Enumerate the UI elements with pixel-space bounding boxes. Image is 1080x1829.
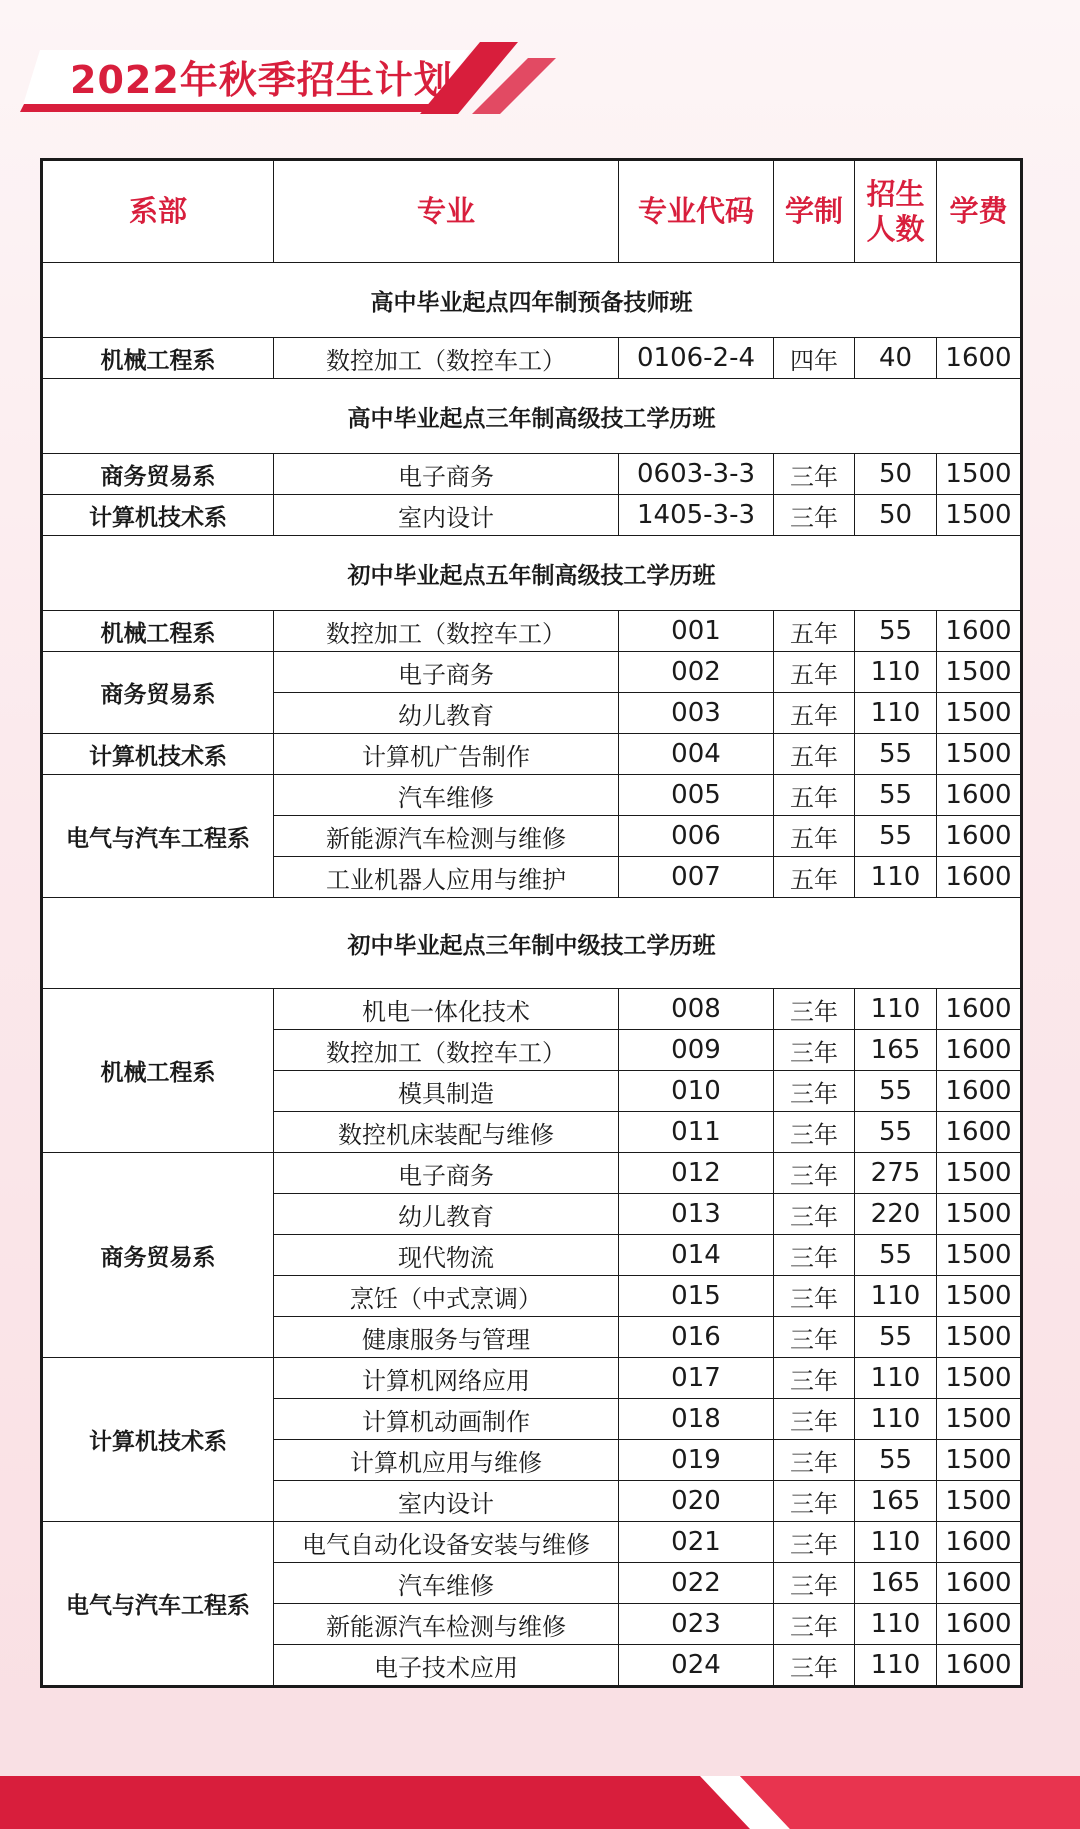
department-cell: 电气与汽车工程系: [42, 775, 274, 898]
enrollment-cell: 165: [855, 1563, 937, 1604]
enrollment-cell: 220: [855, 1194, 937, 1235]
tuition-cell: 1600: [937, 338, 1022, 379]
tuition-cell: 1600: [937, 989, 1022, 1030]
enrollment-cell: 55: [855, 1235, 937, 1276]
tuition-cell: 1600: [937, 1071, 1022, 1112]
code-cell: 005: [619, 775, 774, 816]
section-title: 初中毕业起点三年制中级技工学历班: [42, 898, 1022, 989]
enrollment-cell: 110: [855, 857, 937, 898]
table-row: [42, 775, 1022, 816]
table-row: [42, 1358, 1022, 1399]
enrollment-cell: 55: [855, 611, 937, 652]
department-cell: 计算机技术系: [42, 495, 274, 536]
major-cell: 数控加工（数控车工）: [274, 611, 619, 652]
section-title: 初中毕业起点五年制高级技工学历班: [42, 536, 1022, 611]
major-cell: 计算机应用与维修: [274, 1440, 619, 1481]
tuition-cell: 1600: [937, 1563, 1022, 1604]
duration-cell: 三年: [774, 1153, 855, 1194]
tuition-cell: 1600: [937, 1604, 1022, 1645]
tuition-cell: 1500: [937, 1358, 1022, 1399]
major-cell: 电子商务: [274, 652, 619, 693]
duration-cell: 五年: [774, 734, 855, 775]
enrollment-cell: 165: [855, 1481, 937, 1522]
tuition-cell: 1500: [937, 652, 1022, 693]
code-cell: 009: [619, 1030, 774, 1071]
major-cell: 电子商务: [274, 454, 619, 495]
tuition-cell: 1600: [937, 1522, 1022, 1563]
code-cell: 0106-2-4: [619, 338, 774, 379]
enrollment-cell: 110: [855, 652, 937, 693]
tuition-cell: 1500: [937, 1481, 1022, 1522]
department-cell: 机械工程系: [42, 989, 274, 1153]
code-cell: 011: [619, 1112, 774, 1153]
duration-cell: 五年: [774, 611, 855, 652]
tuition-cell: 1500: [937, 1194, 1022, 1235]
department-cell: 计算机技术系: [42, 734, 274, 775]
tuition-cell: 1600: [937, 1030, 1022, 1071]
table-row: [42, 734, 1022, 775]
tuition-cell: 1600: [937, 1112, 1022, 1153]
duration-cell: 三年: [774, 1440, 855, 1481]
table-body: [42, 263, 1022, 1687]
duration-cell: 五年: [774, 816, 855, 857]
code-cell: 014: [619, 1235, 774, 1276]
department-cell: 商务贸易系: [42, 454, 274, 495]
code-cell: 0603-3-3: [619, 454, 774, 495]
tuition-cell: 1500: [937, 693, 1022, 734]
tuition-cell: 1600: [937, 611, 1022, 652]
major-cell: 电子商务: [274, 1153, 619, 1194]
table-row: [42, 611, 1022, 652]
duration-cell: 三年: [774, 1276, 855, 1317]
enrollment-cell: 110: [855, 1604, 937, 1645]
duration-cell: 五年: [774, 652, 855, 693]
major-cell: 电气自动化设备安装与维修: [274, 1522, 619, 1563]
section-header-row: [42, 379, 1022, 454]
table-header-row: [42, 160, 1022, 263]
duration-cell: 三年: [774, 1071, 855, 1112]
duration-cell: 三年: [774, 1358, 855, 1399]
section-header-row: [42, 536, 1022, 611]
code-cell: 002: [619, 652, 774, 693]
code-cell: 024: [619, 1645, 774, 1687]
major-cell: 健康服务与管理: [274, 1317, 619, 1358]
tuition-cell: 1600: [937, 816, 1022, 857]
tuition-cell: 1600: [937, 1645, 1022, 1687]
department-cell: 机械工程系: [42, 338, 274, 379]
major-cell: 汽车维修: [274, 775, 619, 816]
major-cell: 数控加工（数控车工）: [274, 1030, 619, 1071]
duration-cell: 三年: [774, 495, 855, 536]
code-cell: 008: [619, 989, 774, 1030]
duration-cell: 四年: [774, 338, 855, 379]
department-cell: 商务贸易系: [42, 1153, 274, 1358]
major-cell: 室内设计: [274, 495, 619, 536]
header-code: 专业代码: [619, 160, 774, 263]
tuition-cell: 1600: [937, 857, 1022, 898]
major-cell: 计算机广告制作: [274, 734, 619, 775]
duration-cell: 三年: [774, 1563, 855, 1604]
duration-cell: 五年: [774, 693, 855, 734]
code-cell: 010: [619, 1071, 774, 1112]
major-cell: 幼儿教育: [274, 1194, 619, 1235]
section-header-row: [42, 898, 1022, 989]
enrollment-cell: 50: [855, 495, 937, 536]
tuition-cell: 1600: [937, 775, 1022, 816]
duration-cell: 五年: [774, 775, 855, 816]
header-enrollment: [855, 160, 937, 263]
tuition-cell: 1500: [937, 1317, 1022, 1358]
enrollment-cell: 55: [855, 816, 937, 857]
table-row: [42, 495, 1022, 536]
section-header-row: [42, 263, 1022, 338]
major-cell: 模具制造: [274, 1071, 619, 1112]
tuition-cell: 1500: [937, 734, 1022, 775]
code-cell: 020: [619, 1481, 774, 1522]
major-cell: 室内设计: [274, 1481, 619, 1522]
duration-cell: 三年: [774, 1522, 855, 1563]
code-cell: 012: [619, 1153, 774, 1194]
tuition-cell: 1500: [937, 1276, 1022, 1317]
tuition-cell: 1500: [937, 454, 1022, 495]
enrollment-cell: 55: [855, 775, 937, 816]
enrollment-cell: 110: [855, 1522, 937, 1563]
major-cell: 新能源汽车检测与维修: [274, 1604, 619, 1645]
code-cell: 022: [619, 1563, 774, 1604]
major-cell: 数控机床装配与维修: [274, 1112, 619, 1153]
major-cell: 数控加工（数控车工）: [274, 338, 619, 379]
enrollment-cell: 110: [855, 1358, 937, 1399]
code-cell: 007: [619, 857, 774, 898]
code-cell: 006: [619, 816, 774, 857]
table-row: [42, 652, 1022, 693]
major-cell: 机电一体化技术: [274, 989, 619, 1030]
page-title: 2022年秋季招生计划: [70, 58, 453, 102]
table-row: [42, 1153, 1022, 1194]
code-cell: 015: [619, 1276, 774, 1317]
duration-cell: 五年: [774, 857, 855, 898]
table-row: [42, 1522, 1022, 1563]
enrollment-cell: 55: [855, 1071, 937, 1112]
enrollment-plan-table: [40, 158, 1023, 1688]
header-tuition: 学费: [937, 160, 1022, 263]
duration-cell: 三年: [774, 1604, 855, 1645]
major-cell: 新能源汽车检测与维修: [274, 816, 619, 857]
code-cell: 004: [619, 734, 774, 775]
tuition-cell: 1500: [937, 1399, 1022, 1440]
code-cell: 017: [619, 1358, 774, 1399]
major-cell: 计算机网络应用: [274, 1358, 619, 1399]
code-cell: 1405-3-3: [619, 495, 774, 536]
enrollment-cell: 110: [855, 693, 937, 734]
duration-cell: 三年: [774, 1194, 855, 1235]
enrollment-cell: 110: [855, 1399, 937, 1440]
code-cell: 021: [619, 1522, 774, 1563]
duration-cell: 三年: [774, 989, 855, 1030]
enrollment-cell: 50: [855, 454, 937, 495]
table-row: [42, 338, 1022, 379]
enrollment-cell: 275: [855, 1153, 937, 1194]
department-cell: 机械工程系: [42, 611, 274, 652]
major-cell: 幼儿教育: [274, 693, 619, 734]
code-cell: 003: [619, 693, 774, 734]
section-title: 高中毕业起点四年制预备技师班: [42, 263, 1022, 338]
duration-cell: 三年: [774, 1235, 855, 1276]
enrollment-cell: 40: [855, 338, 937, 379]
code-cell: 019: [619, 1440, 774, 1481]
enrollment-cell: 110: [855, 1645, 937, 1687]
table-row: [42, 454, 1022, 495]
major-cell: 汽车维修: [274, 1563, 619, 1604]
department-cell: 电气与汽车工程系: [42, 1522, 274, 1687]
tuition-cell: 1500: [937, 1153, 1022, 1194]
header-department: 系部: [42, 160, 274, 263]
major-cell: 烹饪（中式烹调）: [274, 1276, 619, 1317]
major-cell: 现代物流: [274, 1235, 619, 1276]
code-cell: 016: [619, 1317, 774, 1358]
header-major: 专业: [274, 160, 619, 263]
department-cell: 计算机技术系: [42, 1358, 274, 1522]
enrollment-cell: 55: [855, 1317, 937, 1358]
enrollment-cell: 55: [855, 1112, 937, 1153]
duration-cell: 三年: [774, 1112, 855, 1153]
enrollment-cell: 55: [855, 1440, 937, 1481]
tuition-cell: 1500: [937, 1235, 1022, 1276]
enrollment-cell: 110: [855, 1276, 937, 1317]
header-enrollment-label: 招生人数: [866, 176, 925, 246]
major-cell: 电子技术应用: [274, 1645, 619, 1687]
header-duration: 学制: [774, 160, 855, 263]
code-cell: 018: [619, 1399, 774, 1440]
code-cell: 001: [619, 611, 774, 652]
title-banner: [0, 0, 1080, 130]
code-cell: 013: [619, 1194, 774, 1235]
duration-cell: 三年: [774, 1399, 855, 1440]
duration-cell: 三年: [774, 1481, 855, 1522]
duration-cell: 三年: [774, 454, 855, 495]
department-cell: 商务贸易系: [42, 652, 274, 734]
duration-cell: 三年: [774, 1030, 855, 1071]
major-cell: 工业机器人应用与维护: [274, 857, 619, 898]
table-row: [42, 989, 1022, 1030]
enrollment-cell: 165: [855, 1030, 937, 1071]
duration-cell: 三年: [774, 1645, 855, 1687]
footer-decoration: [0, 1776, 1080, 1829]
duration-cell: 三年: [774, 1317, 855, 1358]
tuition-cell: 1500: [937, 495, 1022, 536]
code-cell: 023: [619, 1604, 774, 1645]
section-title: 高中毕业起点三年制高级技工学历班: [42, 379, 1022, 454]
major-cell: 计算机动画制作: [274, 1399, 619, 1440]
enrollment-cell: 55: [855, 734, 937, 775]
tuition-cell: 1500: [937, 1440, 1022, 1481]
enrollment-cell: 110: [855, 989, 937, 1030]
